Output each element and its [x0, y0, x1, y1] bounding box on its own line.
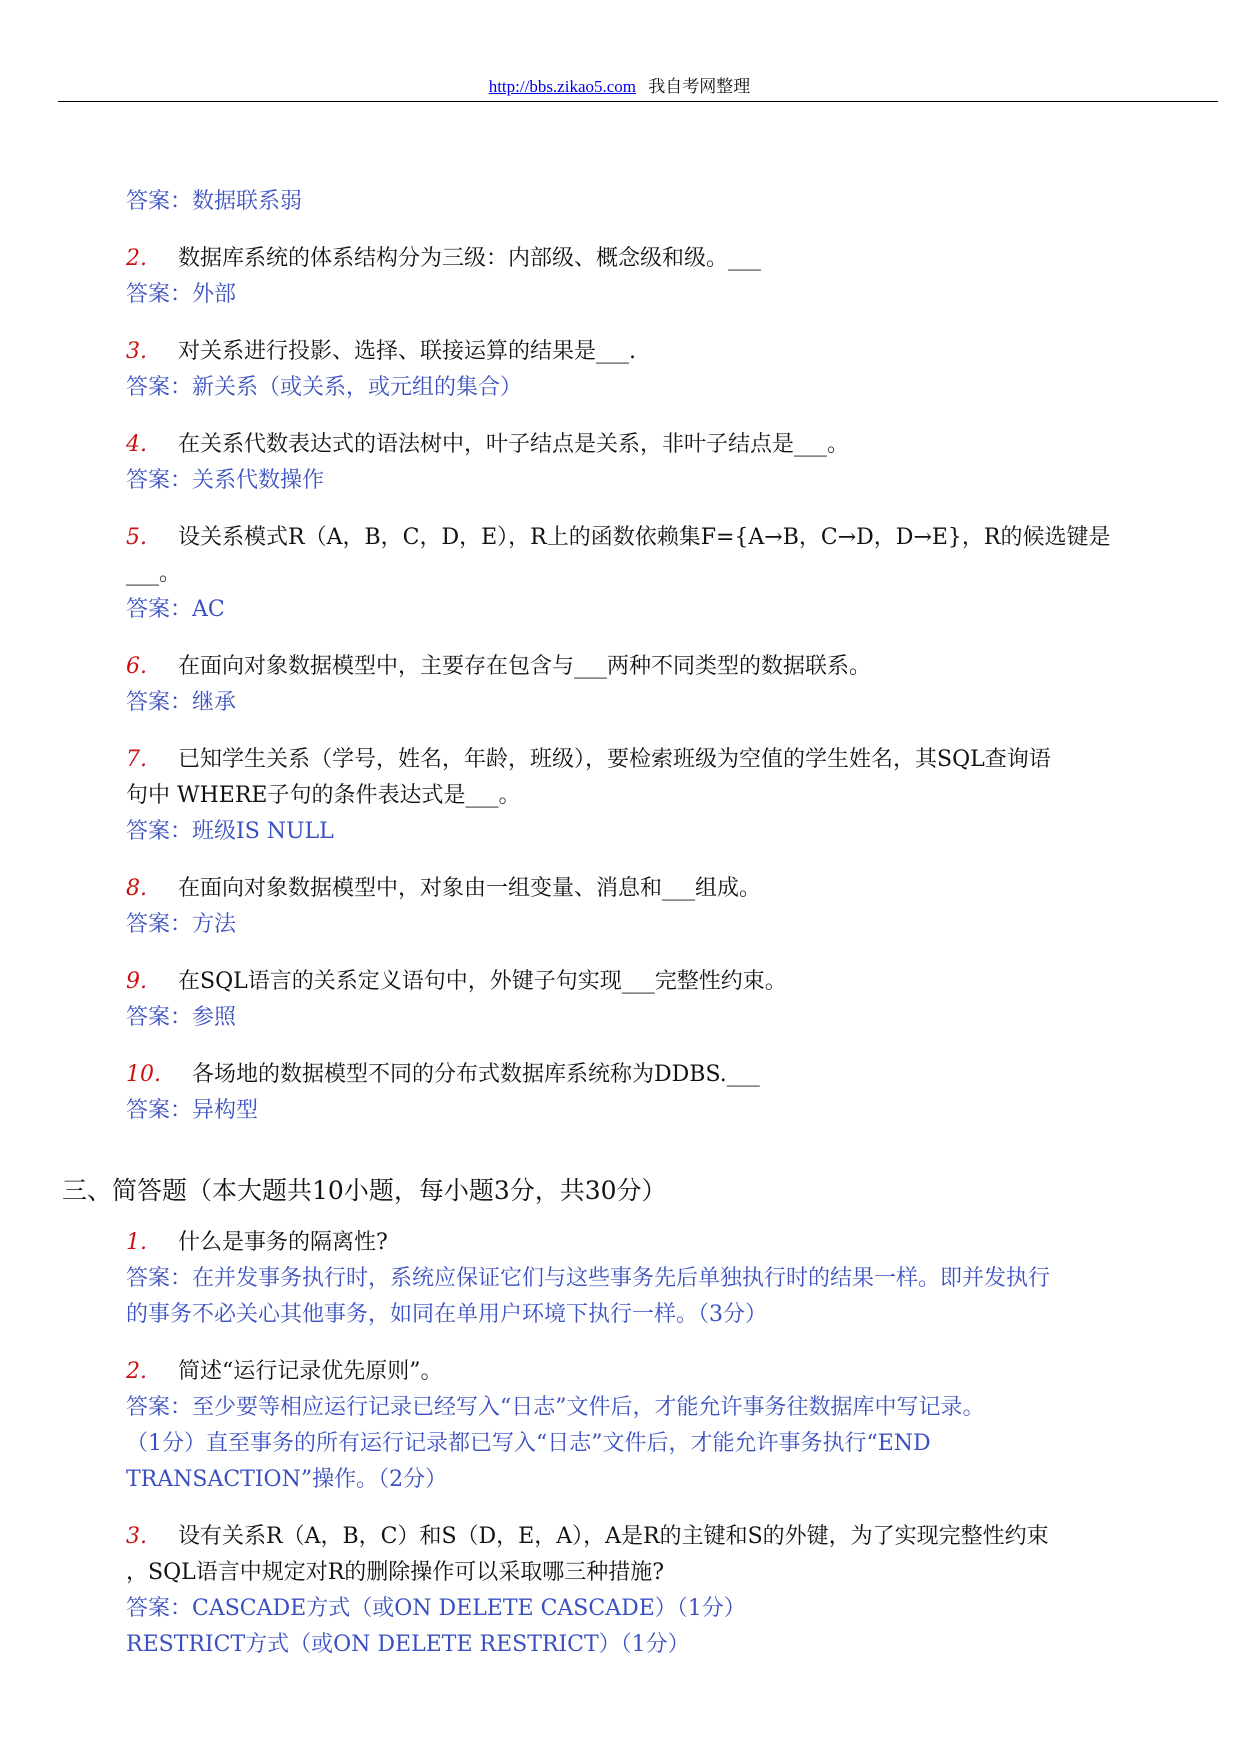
header-rule: [58, 101, 1218, 102]
question-text: 什么是事务的隔离性?: [178, 1230, 388, 1255]
answer-text: 答案：继承: [126, 690, 237, 715]
site-name: 我自考网整理: [648, 77, 751, 96]
question-number: 8.: [126, 876, 147, 901]
answer-text: 答案：至少要等相应运行记录已经写入“日志”文件后，才能允许事务往数据库中写记录。: [126, 1395, 985, 1420]
question-text: 对关系进行投影、选择、联接运算的结果是___.: [178, 339, 636, 364]
page-header: [0, 72, 1239, 97]
answer-text: 答案：新关系（或关系，或元组的集合）: [126, 375, 523, 400]
question-item: [126, 241, 1176, 313]
question-number: 2.: [126, 1359, 147, 1384]
question-text: 在SQL语言的关系定义语句中，外键子句实现___完整性约束。: [178, 969, 787, 994]
question-number: 4.: [126, 432, 147, 457]
question-number: 3.: [126, 339, 147, 364]
question-item: [126, 649, 1176, 721]
answer-text: TRANSACTION”操作。（2分）: [126, 1467, 448, 1492]
question-text: 设关系模式R（A，B，C，D，E），R上的函数依赖集F={A→B，C→D，D→E}，R的候选键是: [178, 525, 1111, 550]
question-text: 已知学生关系（学号，姓名，年龄，班级），要检索班级为空值的学生姓名，其SQL查询语: [178, 747, 1051, 772]
answer-text: 答案：在并发事务执行时，系统应保证它们与这些事务先后单独执行时的结果一样。即并发执行: [126, 1266, 1051, 1291]
answer-text: 答案：AC: [126, 597, 225, 622]
section-heading: 三、简答题（本大题共10小题，每小题3分，共30分）: [62, 1176, 667, 1205]
question-item: [126, 427, 1176, 499]
question-item: [126, 964, 1176, 1036]
question-item: [126, 871, 1176, 943]
question-number: 10.: [126, 1062, 161, 1087]
answer-text: 答案：关系代数操作: [126, 468, 325, 493]
question-text-continued: 句中 WHERE子句的条件表达式是___。: [126, 783, 521, 808]
question-text-continued: ，SQL语言中规定对R的删除操作可以采取哪三种措施?: [126, 1560, 665, 1585]
question-item: [126, 334, 1176, 406]
question-text: 在关系代数表达式的语法树中，叶子结点是关系，非叶子结点是___。: [178, 432, 850, 457]
answer-text: 答案：参照: [126, 1005, 237, 1030]
question-number: 5.: [126, 525, 147, 550]
answer-text: 答案：方法: [126, 912, 237, 937]
question-number: 7.: [126, 747, 147, 772]
question-text: 数据库系统的体系结构分为三级：内部级、概念级和级。___: [178, 246, 762, 271]
question-number: 9.: [126, 969, 147, 994]
question-item: [126, 1519, 1176, 1663]
question-item: [126, 742, 1176, 850]
answer-text: 答案：数据联系弱: [126, 189, 303, 214]
answer-text: 答案：CASCADE方式（或ON DELETE CASCADE）（1分）: [126, 1596, 746, 1621]
question-number: 3.: [126, 1524, 147, 1549]
question-item: [126, 1354, 1176, 1498]
answer-text: 答案：异构型: [126, 1098, 259, 1123]
question-text: 在面向对象数据模型中，对象由一组变量、消息和___组成。: [178, 876, 762, 901]
question-number: 6.: [126, 654, 147, 679]
document-body: [62, 184, 1176, 1663]
question-item: [126, 1057, 1176, 1129]
answer-text: 答案：班级IS NULL: [126, 819, 334, 844]
question-item: [126, 1225, 1176, 1333]
answer-text: （1分）直至事务的所有运行记录都已写入“日志”文件后，才能允许事务执行“END: [126, 1431, 931, 1456]
question-number: 1.: [126, 1230, 147, 1255]
question-text: 简述“运行记录优先原则”。: [178, 1359, 443, 1384]
site-link[interactable]: http://bbs.zikao5.com: [488, 77, 637, 96]
question-text: 设有关系R（A，B，C）和S（D，E，A），A是R的主键和S的外键，为了实现完整性约束: [178, 1524, 1049, 1549]
question-number: 2.: [126, 246, 147, 271]
answer-text: RESTRICT方式（或ON DELETE RESTRICT）（1分）: [126, 1632, 690, 1657]
question-text: 各场地的数据模型不同的分布式数据库系统称为DDBS.___: [192, 1062, 760, 1087]
question-item: [126, 520, 1176, 628]
answer-text: 的事务不必关心其他事务，如同在单用户环境下执行一样。（3分）: [126, 1302, 767, 1327]
answer-text: 答案：外部: [126, 282, 237, 307]
question-text-continued: ___。: [126, 561, 182, 586]
question-text: 在面向对象数据模型中，主要存在包含与___两种不同类型的数据联系。: [178, 654, 872, 679]
